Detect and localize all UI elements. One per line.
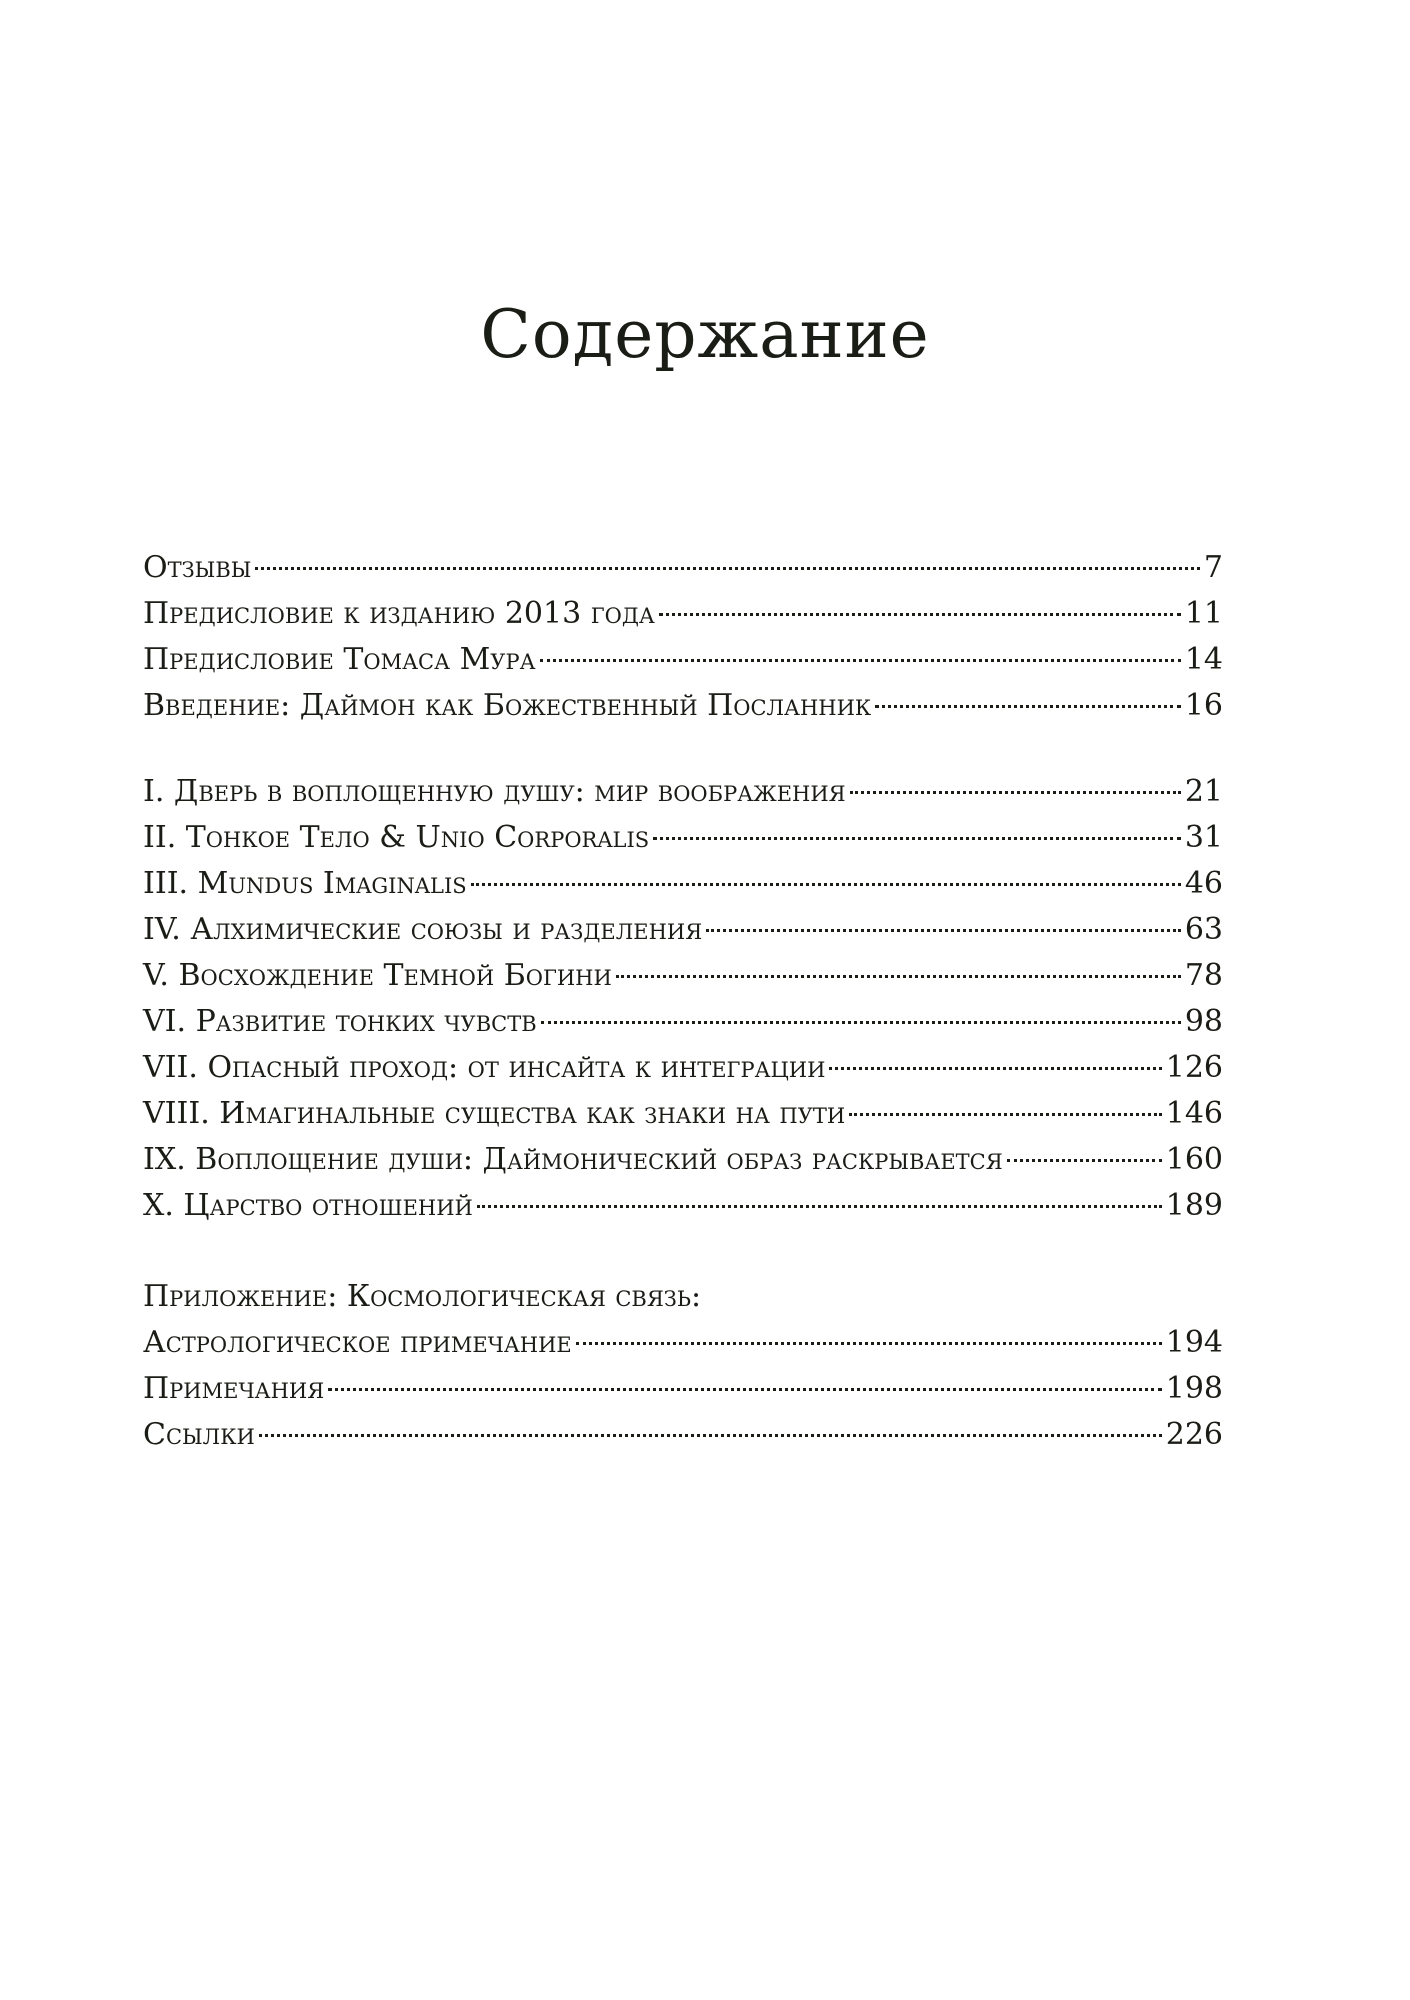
toc-entry-chapter-4[interactable] [143, 907, 1223, 953]
dot-leader [1007, 1159, 1162, 1162]
toc-entry-label: VIII. Имагинальные существа как знаки на пути [143, 1096, 846, 1131]
dot-leader [471, 883, 1181, 886]
toc-entry-label: I. Дверь в воплощенную душу: мир воображения [143, 774, 846, 809]
page-title: Содержание [480, 296, 930, 373]
dot-leader [875, 705, 1181, 708]
toc-entry-chapter-3[interactable] [143, 861, 1223, 907]
toc-entry-label: VI. Развитие тонких чувств [143, 1004, 537, 1039]
toc-entry-label: III. Mundus Imaginalis [143, 866, 467, 901]
dot-leader [659, 613, 1181, 616]
dot-leader [541, 1021, 1181, 1024]
toc-entry-label: Астрологическое примечание [143, 1325, 572, 1360]
toc-page-number: 21 [1184, 774, 1223, 809]
dot-leader [706, 929, 1181, 932]
dot-leader [255, 567, 1199, 570]
toc-entry-label: Введение: Даймон как Божественный Посланник [143, 688, 872, 723]
toc-entry-label: Примечания [143, 1371, 325, 1406]
toc-entry-chapter-6[interactable] [143, 999, 1223, 1045]
toc-page-number: 16 [1184, 688, 1223, 723]
toc-entry-label: Предисловие Томаса Мура [143, 642, 536, 677]
section-spacer [143, 729, 1223, 769]
dot-leader [616, 975, 1181, 978]
table-of-contents [143, 545, 1223, 1458]
dot-leader [850, 791, 1181, 794]
toc-entry-label: Предисловие к изданию 2013 года [143, 596, 655, 631]
toc-page-number: 63 [1184, 912, 1223, 947]
toc-page-number: 14 [1184, 642, 1223, 677]
toc-entry-reviews[interactable] [143, 545, 1223, 591]
toc-entry-references[interactable] [143, 1412, 1223, 1458]
toc-entry-notes[interactable] [143, 1366, 1223, 1412]
dot-leader [576, 1342, 1162, 1345]
toc-entry-foreword-moore[interactable] [143, 637, 1223, 683]
section-spacer [143, 1229, 1223, 1274]
dot-leader [540, 659, 1181, 662]
toc-entry-preface-2013[interactable] [143, 591, 1223, 637]
dot-leader [829, 1067, 1161, 1070]
toc-entry-introduction[interactable] [143, 683, 1223, 729]
dot-leader [259, 1434, 1162, 1437]
dot-leader [653, 837, 1181, 840]
toc-entry-chapter-8[interactable] [143, 1091, 1223, 1137]
toc-page-number: 78 [1184, 958, 1223, 993]
toc-entry-astrology-note[interactable] [143, 1320, 1223, 1366]
toc-page-number: 98 [1184, 1004, 1223, 1039]
toc-entry-label: IX. Воплощение души: Даймонический образ раскрывается [143, 1142, 1003, 1177]
dot-leader [849, 1113, 1162, 1116]
toc-entry-chapter-1[interactable] [143, 769, 1223, 815]
toc-page-number: 226 [1165, 1417, 1223, 1452]
toc-page-number: 146 [1165, 1096, 1223, 1131]
toc-entry-label: II. Тонкое Тело & Unio Corporalis [143, 820, 650, 855]
chapters-section [143, 769, 1223, 1229]
dot-leader [328, 1388, 1162, 1391]
toc-page-number: 160 [1165, 1142, 1223, 1177]
toc-entry-label: X. Царство отношений [143, 1188, 473, 1223]
toc-page-number: 189 [1165, 1188, 1223, 1223]
toc-entry-label: VII. Опасный проход: от инсайта к интеграции [143, 1050, 826, 1085]
toc-entry-label: Приложение: Космологическая связь: [143, 1279, 702, 1314]
toc-page-number: 31 [1184, 820, 1223, 855]
front-matter-section [143, 545, 1223, 729]
toc-entry-label: Ссылки [143, 1417, 255, 1452]
toc-entry-chapter-10[interactable] [143, 1183, 1223, 1229]
toc-appendix-heading [143, 1274, 1223, 1320]
dot-leader [477, 1205, 1162, 1208]
toc-page-number: 194 [1165, 1325, 1223, 1360]
back-matter-section [143, 1274, 1223, 1458]
toc-entry-chapter-2[interactable] [143, 815, 1223, 861]
toc-entry-chapter-7[interactable] [143, 1045, 1223, 1091]
toc-page-number: 126 [1165, 1050, 1223, 1085]
toc-entry-label: V. Восхождение Темной Богини [143, 958, 612, 993]
toc-entry-label: Отзывы [143, 550, 252, 585]
toc-entry-label: IV. Алхимические союзы и разделения [143, 912, 703, 947]
toc-page-number: 46 [1184, 866, 1223, 901]
toc-page-number: 7 [1203, 550, 1223, 585]
toc-entry-chapter-5[interactable] [143, 953, 1223, 999]
toc-entry-chapter-9[interactable] [143, 1137, 1223, 1183]
toc-page-number: 198 [1165, 1371, 1223, 1406]
toc-page-number: 11 [1184, 596, 1223, 631]
